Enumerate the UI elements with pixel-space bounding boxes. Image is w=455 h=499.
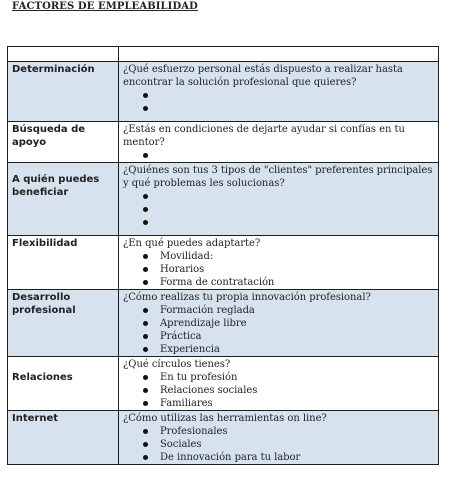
bullet-list (123, 250, 434, 289)
document-title: FACTORES DE EMPLEABILIDAD (12, 1, 198, 12)
list-item: Profesionales (143, 425, 434, 438)
bullet-list (123, 304, 434, 356)
question-text: ¿Quiénes son tus 3 tipos de "clientes" preferentes principales y qué problemas les solucionas? (123, 165, 433, 189)
bullet-list (123, 190, 434, 229)
list-item: Experiencia (143, 343, 434, 356)
header-cell-factor (8, 47, 119, 62)
question-text: ¿En qué puedes adaptarte? (123, 238, 261, 249)
header-cell-description (119, 47, 439, 62)
list-item (143, 149, 434, 162)
table-row-a-quien-puedes-beneficiar (8, 163, 439, 236)
table-row-relaciones (8, 357, 439, 411)
list-item: Horarios (143, 263, 434, 276)
description-cell (119, 236, 439, 290)
factor-cell: Flexibilidad (8, 236, 119, 290)
question-text: ¿Qué esfuerzo personal estás dispuesto a realizar hasta encontrar la solución profesional que quieres? (123, 64, 403, 88)
factor-cell: Desarrollo profesional (8, 290, 119, 357)
factor-cell: A quién puedes beneficiar (8, 163, 119, 236)
list-item: Relaciones sociales (143, 384, 434, 397)
bullet-list (123, 89, 434, 115)
factor-cell: Búsqueda de apoyo (8, 122, 119, 163)
factor-cell: Internet (8, 411, 119, 465)
list-item (143, 190, 434, 203)
question-text: ¿Cómo realizas tu propia innovación profesional? (123, 292, 371, 303)
table-row-determinacion (8, 62, 439, 122)
list-item (143, 216, 434, 229)
table-row-internet (8, 411, 439, 465)
list-item: Familiares (143, 397, 434, 410)
question-text: ¿Estás en condiciones de dejarte ayudar si confías en tu mentor? (123, 124, 405, 148)
bullet-list (123, 371, 434, 410)
description-cell (119, 62, 439, 122)
list-item: En tu profesión (143, 371, 434, 384)
list-item (143, 89, 434, 102)
factor-cell: Relaciones (8, 357, 119, 411)
list-item: Formación reglada (143, 304, 434, 317)
list-item: Sociales (143, 438, 434, 451)
factor-cell: Determinación (8, 62, 119, 122)
description-cell (119, 357, 439, 411)
question-text: ¿Qué círculos tienes? (123, 359, 231, 370)
table-row-desarrollo-profesional (8, 290, 439, 357)
description-cell (119, 290, 439, 357)
description-cell (119, 411, 439, 465)
table-header-row (8, 47, 439, 62)
question-text: ¿Cómo utilizas las herramientas on line? (123, 413, 327, 424)
table-row-flexibilidad (8, 236, 439, 290)
bullet-list (123, 425, 434, 464)
description-cell (119, 122, 439, 163)
description-cell (119, 163, 439, 236)
bullet-list (123, 149, 434, 162)
list-item (143, 102, 434, 115)
employability-factors-table (7, 46, 439, 465)
list-item: De innovación para tu labor (143, 451, 434, 464)
list-item (143, 203, 434, 216)
table-row-busqueda-de-apoyo (8, 122, 439, 163)
list-item: Forma de contratación (143, 276, 434, 289)
list-item: Movilidad: (143, 250, 434, 263)
list-item: Práctica (143, 330, 434, 343)
list-item: Aprendizaje libre (143, 317, 434, 330)
